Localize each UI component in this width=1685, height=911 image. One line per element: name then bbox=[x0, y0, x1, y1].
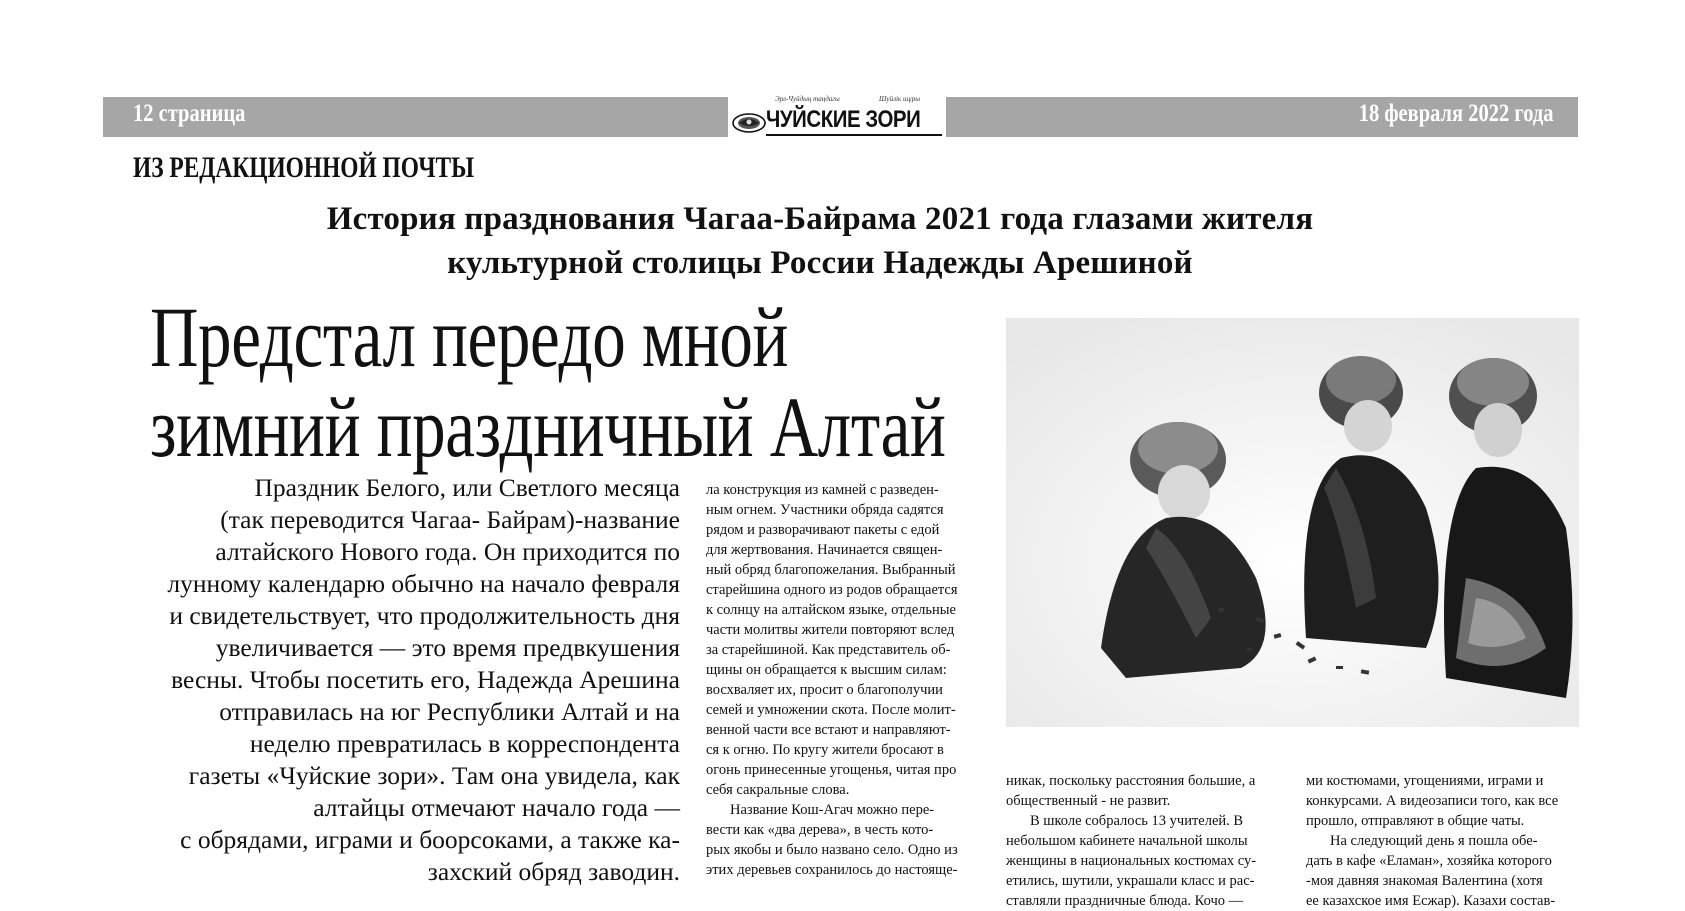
masthead-underline bbox=[766, 134, 942, 136]
column-2-line: старейшина одного из родов обращается bbox=[706, 582, 958, 598]
column-2-line: семей и умножении скота. После молит- bbox=[706, 702, 956, 718]
page-number: 12 страница bbox=[133, 100, 246, 127]
article-column-3 bbox=[1006, 771, 1278, 911]
column-2-line: ным огнем. Участники обряда садятся bbox=[706, 502, 944, 518]
column-3-line: общественный - не развит. bbox=[1006, 793, 1171, 809]
column-4-line: На следующий день я пошла обе- bbox=[1330, 833, 1538, 849]
lead-line: Праздник Белого, или Светлого месяца bbox=[254, 473, 680, 502]
column-2-line: вести как «два дерева», в честь кото- bbox=[706, 822, 934, 838]
three-women-in-fur-hats-photo bbox=[1006, 318, 1579, 727]
column-3-line: етились, шутили, украшали класс и рас- bbox=[1006, 873, 1255, 889]
lead-line: газеты «Чуйские зори». Там она увидела, как bbox=[188, 761, 680, 790]
column-2-line: к солнцу на алтайском языке, отдельные bbox=[706, 602, 956, 618]
article-column-2 bbox=[706, 480, 978, 880]
column-3-line: В школе собралось 13 учителей. В bbox=[1030, 813, 1244, 829]
column-2-line: щины он обращается к высшим силам: bbox=[706, 662, 947, 678]
column-4-line: -моя давняя знакомая Валентина (хотя bbox=[1306, 873, 1543, 889]
column-2-line: себя сакральные слова. bbox=[706, 782, 850, 798]
column-2-line: этих деревьев сохранилось до настояще- bbox=[706, 862, 958, 878]
column-3-line: ставляли праздничные блюда. Кочо — bbox=[1006, 893, 1244, 909]
column-2-line: рых якобы и было названо село. Одно из bbox=[706, 842, 958, 858]
column-4-line: ее казахское имя Есжар). Казахи состав- bbox=[1306, 893, 1556, 909]
lead-line: отправилась на юг Республики Алтай и на bbox=[219, 697, 680, 726]
lead-line: лунному календарю обычно на начало февраля bbox=[167, 569, 680, 598]
article-subtitle-line-1: История празднования Чагаа-Байрама 2021 года глазами жителя bbox=[326, 201, 1314, 237]
column-2-line: за старейшиной. Как представитель об- bbox=[706, 642, 951, 658]
article-headline-line-1: Предстал передо мной bbox=[150, 289, 789, 385]
masthead-tagline-left: Эрл-Чуйдың таңдагы bbox=[775, 95, 840, 103]
newspaper-emblem-icon bbox=[732, 113, 766, 133]
lead-line: алтайцы отмечают начало года — bbox=[313, 793, 680, 822]
column-2-line: венной части все встают и направляют- bbox=[706, 722, 951, 738]
column-2-line: для жертвования. Начинается священ- bbox=[706, 542, 943, 558]
article-headline-line-2: зимний праздничный Алтай bbox=[150, 379, 946, 475]
lead-line: алтайского Нового года. Он приходится по bbox=[215, 537, 680, 566]
article-column-4 bbox=[1306, 771, 1578, 911]
column-2-line: части молитвы жители повторяют вслед bbox=[706, 622, 955, 638]
column-3-line: женщины в национальных костюмах су- bbox=[1006, 853, 1257, 869]
column-2-line: восхваляет их, просит о благополучии bbox=[706, 682, 943, 698]
column-4-line: дать в кафе «Еламан», хозяйка которого bbox=[1306, 853, 1552, 869]
lead-line: (так переводится Чагаа- Байрам)-название bbox=[220, 505, 680, 534]
lead-line: весны. Чтобы посетить его, Надежда Арешина bbox=[171, 665, 680, 694]
column-2-line: Название Кош-Агач можно пере- bbox=[730, 802, 935, 818]
lead-line: неделю превратилась в корреспондента bbox=[249, 729, 680, 758]
column-2-line: ла конструкция из камней с разведен- bbox=[706, 482, 939, 498]
column-3-line: небольшом кабинете начальной школы bbox=[1006, 833, 1248, 849]
lead-line: с обрядами, играми и боорсоками, а также ка- bbox=[180, 825, 680, 854]
masthead-tagline-right: Шуйлік шұры bbox=[879, 95, 920, 103]
column-4-line: конкурсами. А видеозаписи того, как все bbox=[1306, 793, 1559, 809]
column-2-line: огонь принесенные угощенья, читая про bbox=[706, 762, 957, 778]
column-3-line: никак, поскольку расстояния большие, а bbox=[1006, 773, 1256, 789]
lead-line: захский обряд заводин. bbox=[427, 857, 680, 886]
column-2-line: ся к огню. По кругу жители бросают в bbox=[706, 742, 944, 758]
section-label: ИЗ РЕДАКЦИОННОЙ ПОЧТЫ bbox=[133, 151, 475, 184]
column-4-line: прошло, отправляют в общие чаты. bbox=[1306, 813, 1525, 829]
masthead-title: ЧУЙСКИЕ ЗОРИ bbox=[766, 106, 921, 133]
column-2-line: ный обряд благопожелания. Выбранный bbox=[706, 562, 956, 578]
issue-date: 18 февраля 2022 года bbox=[1358, 100, 1553, 127]
article-subtitle-line-2: культурной столицы России Надежды Арешиной bbox=[447, 245, 1193, 281]
column-2-line: рядом и разворачивают пакеты с едой bbox=[706, 522, 940, 538]
lead-line: и свидетельствует, что продолжительность дня bbox=[169, 601, 680, 630]
newspaper-masthead bbox=[728, 92, 946, 138]
column-4-line: ми костюмами, угощениями, играми и bbox=[1306, 773, 1544, 789]
lead-line: увеличивается — это время предвкушения bbox=[215, 633, 680, 662]
